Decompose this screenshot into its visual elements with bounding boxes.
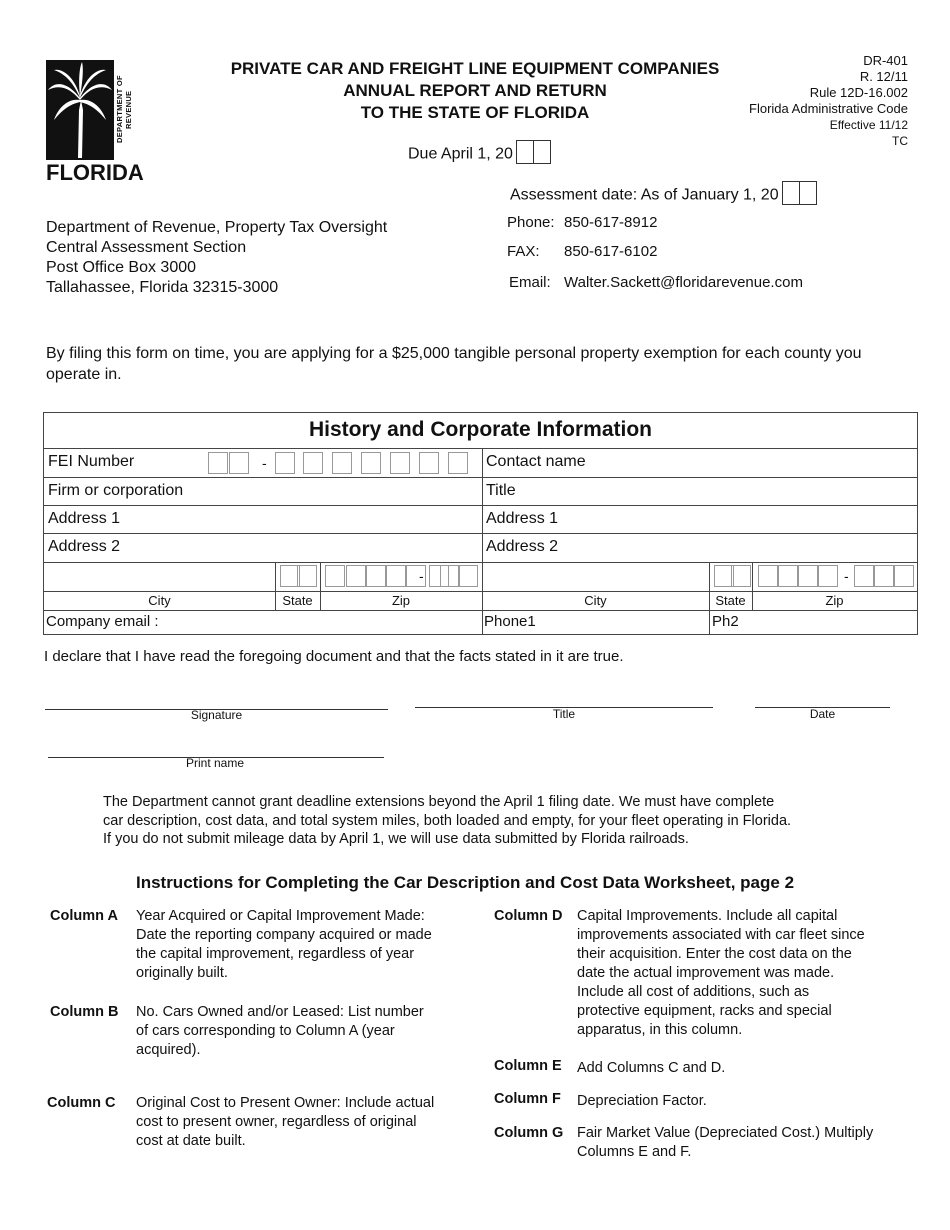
contact-name-field[interactable]: Contact name	[486, 453, 586, 470]
left-city-label: City	[148, 593, 171, 608]
fax-value: 850-617-6102	[564, 243, 658, 260]
fax-row	[507, 243, 657, 260]
history-corporate-table: History and Corporate Information FEI Number - Firm or corporation Address 1 Address 2 - City State Zip Company email : Contact name Title Address 1 Address 2 - City State Zip Phone1 Ph2	[43, 412, 918, 635]
form-title-line-1: PRIVATE CAR AND FREIGHT LINE EQUIPMENT COMPANIES	[230, 59, 720, 78]
address-line: Department of Revenue, Property Tax Oversight	[46, 219, 388, 236]
column-c-label: Column C	[47, 1095, 116, 1111]
assessment-year-input[interactable]	[783, 181, 817, 210]
phone2-field[interactable]: Ph2	[712, 613, 739, 630]
print-name-label: Print name	[186, 756, 245, 770]
right-city-input[interactable]	[484, 563, 708, 590]
column-d-text: Capital Improvements. Include all capital improvements associated with car fleet since their acquisition. Enter the cost data on the date the actual improvement was made. Include all cost of additions, such as protective equipment, racks and special apparatus, in this column.	[577, 908, 865, 1038]
phone-value: 850-617-8912	[564, 214, 658, 231]
intro-text: By filing this form on time, you are applying for a $25,000 tangible personal property exemption for each county you operate in.	[46, 345, 862, 383]
right-state-label: State	[715, 593, 746, 608]
declaration-text: I declare that I have read the foregoing document and that the facts stated in it are true.	[44, 648, 624, 665]
fei-number-label: FEI Number	[48, 453, 135, 470]
form-tc: TC	[892, 134, 908, 148]
logo-dept-text: DEPARTMENT OF REVENUE	[115, 75, 133, 144]
column-d-label: Column D	[494, 908, 563, 924]
form-number: DR-401	[863, 53, 908, 68]
firm-corporation-field[interactable]: Firm or corporation	[48, 482, 184, 499]
assessment-date	[510, 181, 817, 210]
logo-florida-text: FLORIDA	[46, 160, 144, 185]
column-f-label: Column F	[494, 1091, 561, 1107]
column-g-text: Fair Market Value (Depreciated Cost.) Multiply Columns E and F.	[577, 1125, 874, 1160]
address1-field[interactable]: Address 1	[48, 510, 121, 527]
column-b-text: No. Cars Owned and/or Leased: List number of cars corresponding to Column A (year acquired).	[136, 1004, 424, 1058]
contact-address2-field[interactable]: Address 2	[486, 538, 559, 555]
column-a-label: Column A	[50, 908, 118, 924]
right-city-label: City	[584, 593, 607, 608]
address-line: Tallahassee, Florida 32315-3000	[46, 279, 279, 296]
column-c-text: Original Cost to Present Owner: Include actual cost to present owner, regardless of original cost at date built.	[136, 1095, 435, 1149]
form-title-line-3: TO THE STATE OF FLORIDA	[360, 103, 590, 122]
due-date-text: Due April 1, 20	[408, 145, 513, 163]
company-email-field[interactable]: Company email :	[46, 613, 159, 630]
contact-title-field[interactable]: Title	[486, 482, 516, 499]
dor-address	[46, 218, 387, 298]
right-zip-label: Zip	[825, 593, 844, 608]
notice-line: If you do not submit mileage data by April 1, we will use data submitted by Florida railroads.	[103, 831, 689, 847]
column-e-text: Add Columns C and D.	[577, 1060, 726, 1076]
title-label: Title	[552, 707, 576, 721]
notice-line: car description, cost data, and total system miles, both loaded and empty, for your fleet operating in Florida.	[103, 812, 792, 829]
column-e-label: Column E	[494, 1058, 562, 1074]
contact-address1-field[interactable]: Address 1	[486, 510, 559, 527]
fax-label: FAX:	[507, 243, 540, 260]
history-table-title: History and Corporate Information	[44, 413, 917, 449]
form-admin-code: Florida Administrative Code	[749, 101, 908, 116]
palm-tree-icon	[46, 60, 114, 160]
notice-line: The Department cannot grant deadline extensions beyond the April 1 filing date. We must have complete	[103, 794, 775, 810]
left-zip-label: Zip	[391, 593, 411, 608]
instructions-title: Instructions for Completing the Car Description and Cost Data Worksheet, page 2	[135, 873, 795, 892]
deadline-notice	[103, 793, 863, 849]
form-title-line-2: ANNUAL REPORT AND RETURN	[343, 81, 607, 100]
signature-label: Signature	[190, 708, 243, 722]
address-line: Central Assessment Section	[46, 239, 247, 256]
column-g-label: Column G	[494, 1125, 564, 1141]
phone-row	[507, 214, 657, 231]
due-year-input[interactable]	[517, 140, 551, 169]
florida-dor-logo	[46, 60, 144, 185]
left-city-input[interactable]	[45, 563, 273, 590]
column-b-label: Column B	[50, 1004, 119, 1020]
email-row	[509, 274, 803, 291]
column-a-text: Year Acquired or Capital Improvement Made: Date the reporting company acquired or made the capital improvement, regardless of year originally built.	[136, 908, 432, 981]
form-revision: R. 12/11	[859, 69, 908, 84]
assessment-date-text: Assessment date: As of January 1, 20	[510, 186, 779, 204]
email-label: Email:	[509, 274, 551, 291]
form-code-block	[749, 53, 908, 149]
form-rule: Rule 12D-16.002	[809, 85, 908, 100]
date-label: Date	[809, 707, 836, 721]
phone1-field[interactable]: Phone1	[484, 613, 536, 630]
phone-label: Phone:	[507, 214, 555, 231]
form-effective: Effective 11/12	[829, 118, 908, 132]
column-f-text: Depreciation Factor.	[577, 1093, 707, 1109]
left-state-label: State	[282, 593, 313, 608]
email-link[interactable]: Walter.Sackett@floridarevenue.com	[564, 274, 803, 291]
address2-field[interactable]: Address 2	[48, 538, 121, 555]
due-date	[408, 140, 551, 169]
address-line: Post Office Box 3000	[46, 259, 197, 276]
